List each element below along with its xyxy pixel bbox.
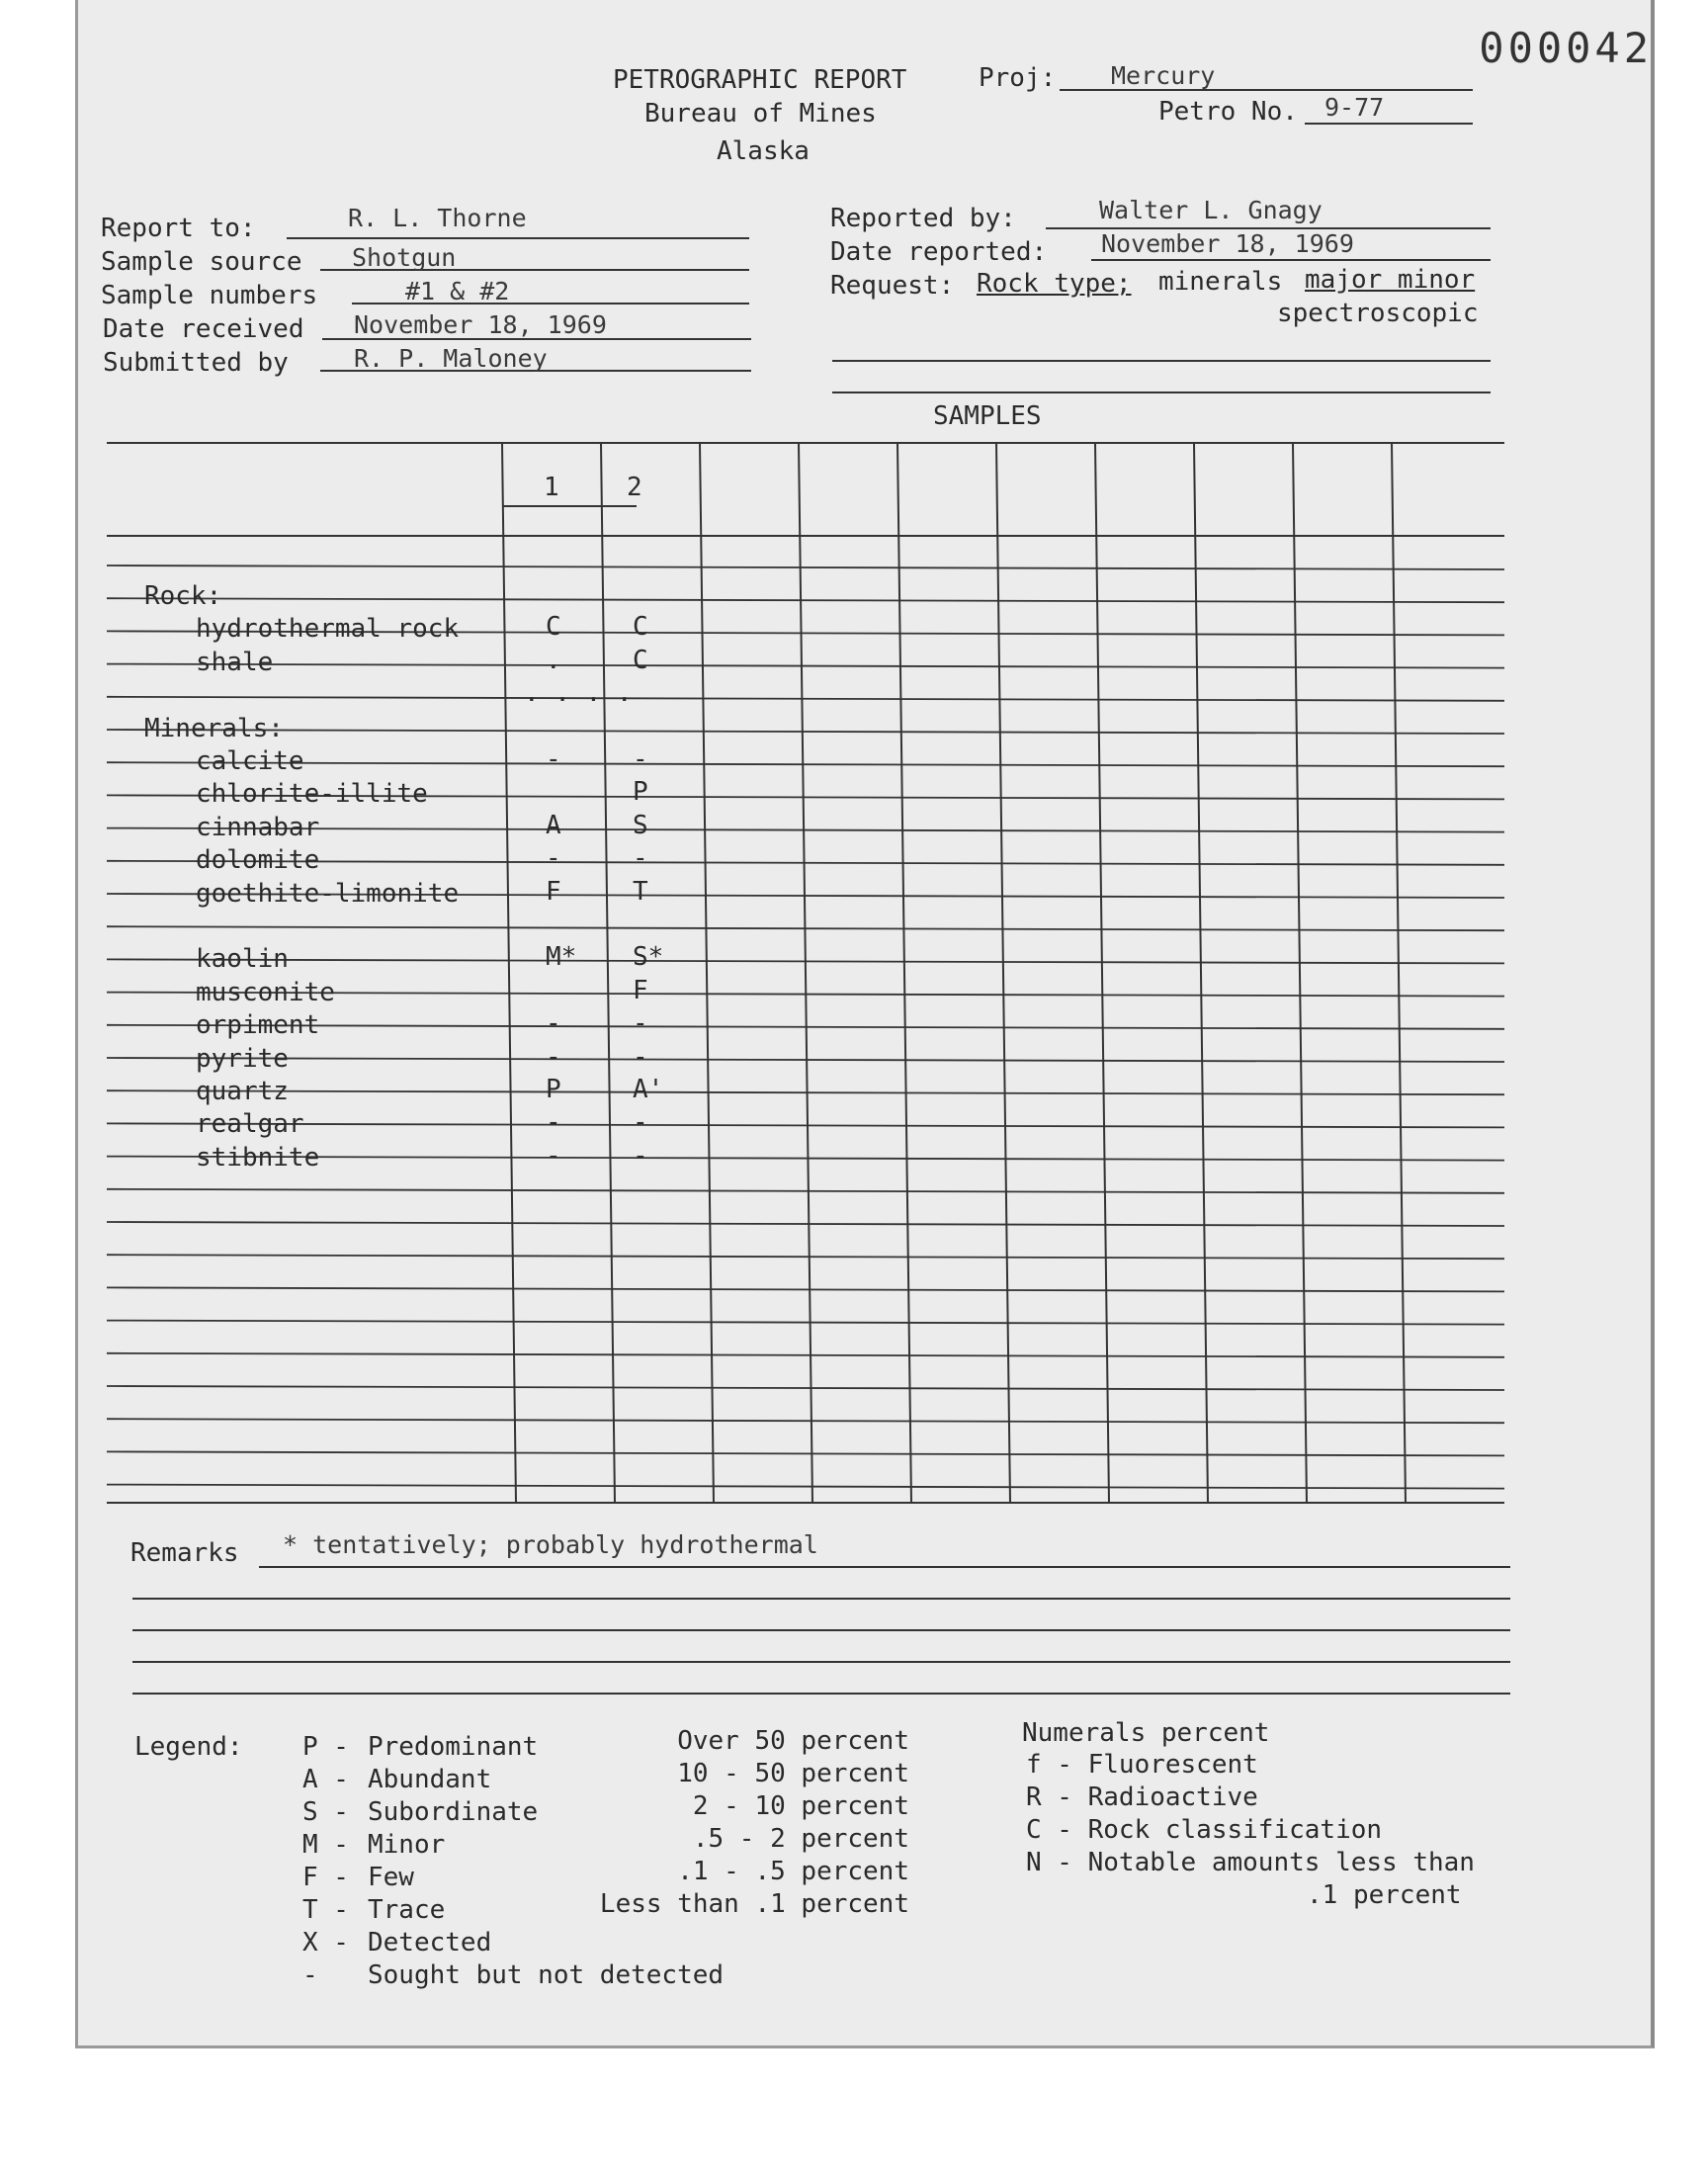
legend-right-item: f - Fluorescent xyxy=(1026,1750,1258,1780)
grid-row-line xyxy=(107,1386,1504,1390)
row-label: shale xyxy=(196,647,274,677)
grid-column-line xyxy=(996,443,1010,1503)
grid-row-line xyxy=(107,1419,1504,1423)
legend-right-item: N - Notable amounts less than xyxy=(1026,1848,1475,1877)
row-label: stibnite xyxy=(196,1142,320,1173)
sample-2-value: - xyxy=(633,843,648,874)
remarks-line xyxy=(132,1661,1510,1663)
document-number: 000042 xyxy=(1479,24,1653,72)
row-label: orpiment xyxy=(196,1010,320,1041)
legend-range: Over 50 percent xyxy=(677,1726,909,1756)
legend-description: Detected xyxy=(368,1928,492,1958)
sample-numbers-label: Sample numbers xyxy=(101,281,318,310)
petro-value: 9-77 xyxy=(1324,93,1385,122)
grid-row-line xyxy=(107,664,1504,668)
sample-2-value: - xyxy=(633,1140,648,1171)
sample-1-value: - xyxy=(546,1041,561,1072)
grid-column-line xyxy=(897,443,911,1503)
row-label: chlorite-illite xyxy=(196,779,428,810)
grid-column-line xyxy=(700,443,714,1503)
sample-2-value: T xyxy=(633,876,648,907)
legend-right-title: Numerals percent xyxy=(1022,1718,1270,1748)
legend-description: Few xyxy=(368,1863,414,1892)
report-to-value: R. L. Thorne xyxy=(348,204,527,232)
sample-column-header: 2 xyxy=(627,473,642,502)
remarks-label: Remarks xyxy=(130,1538,239,1568)
row-label: calcite xyxy=(196,746,304,776)
sample-1-value: - xyxy=(546,843,561,874)
sample-2-value: C xyxy=(633,612,648,643)
grid-row-line xyxy=(107,1321,1504,1325)
sample-1-value: . xyxy=(546,645,561,675)
request-spectroscopic: spectroscopic xyxy=(1277,299,1479,328)
grid-row-line xyxy=(107,1255,1504,1259)
sample-2-value: - xyxy=(633,1008,648,1039)
legend-code: P - xyxy=(302,1732,349,1762)
reported-by-label: Reported by: xyxy=(830,204,1016,233)
report-to-label: Report to: xyxy=(101,214,256,243)
grid-column-line xyxy=(502,443,516,1503)
request-minerals: minerals xyxy=(1158,267,1283,297)
row-label: goethite-limonite xyxy=(196,878,460,909)
sample-numbers-value: #1 & #2 xyxy=(405,277,510,305)
legend-right-item: R - Radioactive xyxy=(1026,1783,1258,1812)
proj-label: Proj: xyxy=(979,63,1057,93)
sample-2-value: - xyxy=(633,744,648,774)
legend-description: Abundant xyxy=(368,1765,492,1794)
sample-1-value: . . . . xyxy=(524,678,633,709)
legend-range: .1 - .5 percent xyxy=(677,1857,909,1886)
remarks-line xyxy=(132,1693,1510,1695)
row-label: pyrite xyxy=(196,1043,289,1074)
remarks-line xyxy=(259,1566,1510,1568)
row-label: Minerals: xyxy=(144,713,284,743)
legend-code: - xyxy=(302,1960,318,1990)
legend-code: A - xyxy=(302,1765,349,1794)
grid-row-line xyxy=(107,1189,1504,1193)
sample-1-value: P xyxy=(546,1075,561,1104)
sample-source-value: Shotgun xyxy=(352,243,457,272)
grid-row-line xyxy=(107,1058,1504,1062)
row-label: musconite xyxy=(196,977,335,1007)
sample-1-value: - xyxy=(546,1008,561,1039)
sample-column-header: 1 xyxy=(544,473,559,502)
grid-row-line xyxy=(107,1222,1504,1226)
legend-right-item: C - Rock classification xyxy=(1026,1815,1383,1845)
samples-title: SAMPLES xyxy=(933,401,1042,431)
request-rock-type: Rock type; xyxy=(977,269,1132,299)
request-major-minor: major minor xyxy=(1305,265,1476,295)
submitted-by-value: R. P. Maloney xyxy=(354,344,548,373)
report-location: Alaska xyxy=(717,136,810,166)
legend-right-item: .1 percent xyxy=(1307,1880,1462,1910)
petro-label: Petro No. xyxy=(1158,97,1298,127)
sample-1-value: C xyxy=(546,612,561,643)
row-label: realgar xyxy=(196,1109,304,1140)
row-label: cinnabar xyxy=(196,812,320,842)
row-label: kaolin xyxy=(196,944,289,975)
legend-range: 2 - 10 percent xyxy=(692,1791,909,1821)
legend-description: Minor xyxy=(368,1830,446,1860)
sample-1-value: - xyxy=(546,1140,561,1171)
legend-code: F - xyxy=(302,1863,349,1892)
sample-2-value: P xyxy=(633,777,648,808)
remarks-text: * tentatively; probably hydrothermal xyxy=(283,1530,818,1559)
sample-source-label: Sample source xyxy=(101,247,302,277)
grid-row-line xyxy=(107,1287,1504,1291)
row-label: hydrothermal rock xyxy=(196,614,460,645)
sample-2-value: F xyxy=(633,975,648,1005)
sample-2-value: - xyxy=(633,1107,648,1138)
grid-row-line xyxy=(107,697,1504,701)
report-subtitle: Bureau of Mines xyxy=(644,99,877,129)
legend-code: T - xyxy=(302,1895,349,1925)
legend-description: Trace xyxy=(368,1895,446,1925)
date-received-value: November 18, 1969 xyxy=(354,310,607,339)
sample-1-value: - xyxy=(546,1107,561,1138)
grid-row-line xyxy=(107,1123,1504,1127)
report-title: PETROGRAPHIC REPORT xyxy=(613,65,907,95)
sample-2-value: S xyxy=(633,810,648,840)
grid-row-line xyxy=(107,1485,1504,1489)
sample-2-value: - xyxy=(633,1041,648,1072)
legend-code: S - xyxy=(302,1797,349,1827)
remarks-line xyxy=(132,1629,1510,1631)
grid-row-line xyxy=(107,1090,1504,1094)
proj-value: Mercury xyxy=(1111,61,1216,90)
legend-code: M - xyxy=(302,1830,349,1860)
row-label: quartz xyxy=(196,1077,289,1106)
grid-column-line xyxy=(799,443,812,1503)
legend-range: .5 - 2 percent xyxy=(692,1824,909,1854)
sample-2-value: C xyxy=(633,645,648,675)
sample-1-value: - xyxy=(546,744,561,774)
sample-1-value: A xyxy=(546,810,561,840)
sample-2-value: A' xyxy=(633,1075,664,1104)
sample-2-value: S* xyxy=(633,942,664,973)
row-label: dolomite xyxy=(196,845,320,876)
sample-1-value: F xyxy=(546,876,561,907)
grid-row-line xyxy=(107,762,1504,766)
legend-range: 10 - 50 percent xyxy=(677,1759,909,1788)
submitted-by-label: Submitted by xyxy=(103,348,289,378)
grid-column-line xyxy=(601,443,615,1503)
date-received-label: Date received xyxy=(103,314,304,344)
row-label: Rock: xyxy=(144,581,222,611)
legend-description: Predominant xyxy=(368,1732,539,1762)
legend-description: Subordinate xyxy=(368,1797,539,1827)
legend-code: X - xyxy=(302,1928,349,1958)
request-label: Request: xyxy=(830,271,955,301)
grid-row-line xyxy=(107,1451,1504,1455)
remarks-line xyxy=(132,1598,1510,1600)
reported-by-value: Walter L. Gnagy xyxy=(1099,196,1323,224)
date-reported-label: Date reported: xyxy=(830,237,1048,267)
sample-1-value: M* xyxy=(546,942,577,973)
grid-row-line xyxy=(107,730,1504,734)
legend-description: Sought but not detected xyxy=(368,1960,725,1990)
legend-range: Less than .1 percent xyxy=(599,1889,909,1919)
date-reported-value: November 18, 1969 xyxy=(1101,229,1354,258)
grid-row-line xyxy=(107,1353,1504,1357)
legend-label: Legend: xyxy=(134,1732,243,1762)
